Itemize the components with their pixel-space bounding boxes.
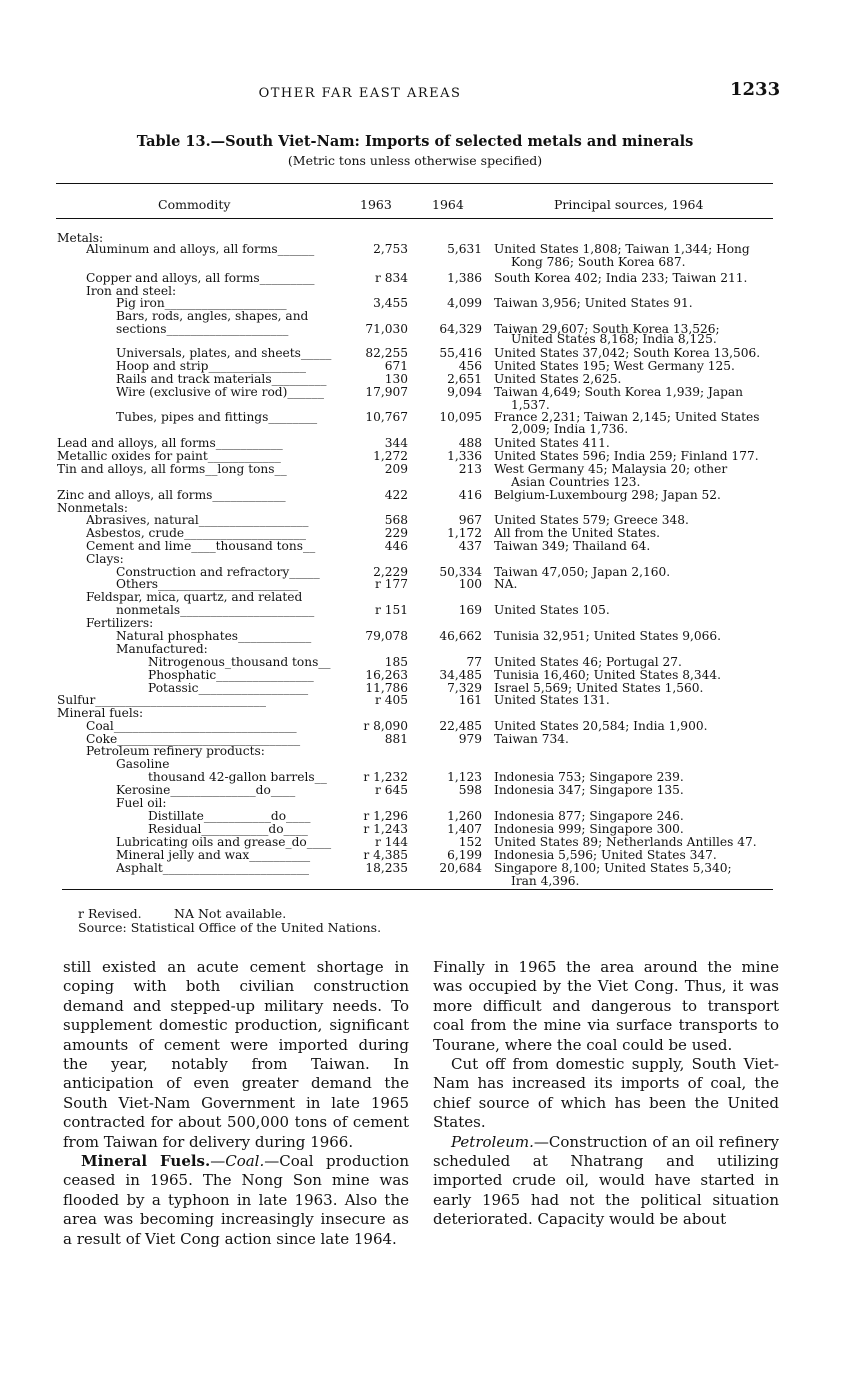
table-row	[0, 272, 857, 285]
coal-paragraph-text: —Coal production ceased in 1965. The Nong Son mine was flooded by a typhoon in late 1963. Also the area was becoming increasingly insecure as a result of Viet Cong action since late 1964.	[63, 1152, 409, 1248]
table-row	[0, 630, 857, 643]
sources-cell: United States 8,168; India 8,125.	[511, 333, 717, 346]
table-row	[0, 540, 857, 553]
value-1964-cell: 50,334	[439, 566, 482, 579]
table-row	[0, 450, 857, 463]
value-1964-cell: 1,407	[447, 823, 482, 836]
value-1964-cell: 6,199	[447, 849, 482, 862]
table-row	[0, 656, 857, 669]
value-1964-cell: 967	[458, 514, 482, 527]
commodity-cell: Copper and alloys, all forms_________	[86, 272, 315, 285]
sources-cell: Tunisia 16,460; United States 8,344.	[494, 669, 721, 682]
table-row	[0, 360, 857, 373]
table-row	[0, 514, 857, 527]
table-row	[0, 797, 857, 810]
body-column-right	[433, 958, 779, 1230]
table-row	[0, 823, 857, 836]
commodity-cell: Iron and steel:	[86, 285, 177, 298]
commodity-cell: Metals:	[57, 232, 104, 245]
sources-cell: United States 596; India 259; Finland 177.	[494, 450, 759, 463]
value-1963-cell: r 8,090	[363, 720, 408, 733]
commodity-cell: nonmetals______________________	[116, 604, 315, 617]
sources-cell: Taiwan 47,050; Japan 2,160.	[494, 566, 671, 579]
column-header-1964: 1964	[432, 197, 464, 212]
value-1964-cell: 598	[458, 784, 482, 797]
value-1963-cell: 18,235	[365, 862, 408, 875]
value-1964-cell: 100	[458, 578, 482, 591]
commodity-cell: Fertilizers:	[86, 617, 154, 630]
value-1963-cell: r 1,232	[363, 771, 408, 784]
value-1964-cell: 416	[458, 489, 482, 502]
commodity-cell: Lubricating oils and grease_do____	[116, 836, 332, 849]
table-subtitle: (Metric tons unless otherwise specified)	[287, 153, 543, 168]
sources-cell: Israel 5,569; United States 1,560.	[494, 682, 704, 695]
sources-cell: Taiwan 4,649; South Korea 1,939; Japan	[494, 386, 744, 399]
commodity-cell: Nonmetals:	[57, 502, 129, 515]
sources-cell: United States 46; Portugal 27.	[494, 656, 682, 669]
table-row	[0, 617, 857, 630]
value-1964-cell: 161	[458, 694, 482, 707]
table-row	[0, 423, 857, 436]
sources-cell: France 2,231; Taiwan 2,145; United States	[494, 411, 760, 424]
sources-cell: Indonesia 347; Singapore 135.	[494, 784, 684, 797]
table-row	[0, 553, 857, 566]
value-1964-cell: 213	[458, 463, 482, 476]
commodity-cell: Rails and track materials_________	[116, 373, 327, 386]
table-row	[0, 643, 857, 656]
table-row	[0, 243, 857, 256]
value-1963-cell: r 405	[375, 694, 408, 707]
commodity-cell: Aluminum and alloys, all forms______	[86, 243, 315, 256]
commodity-cell: Tubes, pipes and fittings________	[116, 411, 318, 424]
table-row	[0, 463, 857, 476]
value-1963-cell: 881	[384, 733, 408, 746]
value-1964-cell: 1,123	[447, 771, 482, 784]
body-column-left	[63, 958, 409, 1249]
commodity-cell: Asbestos, crude____________________	[86, 527, 306, 540]
value-1963-cell: 446	[384, 540, 408, 553]
value-1963-cell: r 151	[375, 604, 408, 617]
value-1964-cell: 1,172	[447, 527, 482, 540]
sources-cell: South Korea 402; India 233; Taiwan 211.	[494, 272, 748, 285]
commodity-cell: Gasoline	[116, 758, 170, 771]
value-1964-cell: 46,662	[439, 630, 482, 643]
value-1964-cell: 456	[458, 360, 482, 373]
body-paragraph: Finally in 1965 the area around the mine was occupied by the Viet Cong. Thus, it was more difficult and dangerous to transport coal from the mine via surface transports to Tourane, where the coal could be used.	[433, 958, 779, 1054]
table-row	[0, 862, 857, 875]
table-row	[0, 745, 857, 758]
sources-cell: United States 579; Greece 348.	[494, 514, 689, 527]
table-row	[0, 386, 857, 399]
value-1964-cell: 64,329	[439, 323, 482, 336]
value-1963-cell: 10,767	[365, 411, 408, 424]
sources-cell: Iran 4,396.	[511, 875, 580, 888]
table-row	[0, 720, 857, 733]
sources-cell: Belgium-Luxembourg 298; Japan 52.	[494, 489, 721, 502]
table-row	[0, 333, 857, 346]
table-source: Source: Statistical Office of the United Nations.	[78, 920, 382, 935]
value-1963-cell: r 834	[375, 272, 408, 285]
sources-cell: West Germany 45; Malaysia 20; other	[494, 463, 728, 476]
commodity-cell: Metallic oxides for paint____________	[57, 450, 281, 463]
commodity-cell: Feldspar, mica, quartz, and related	[86, 591, 303, 604]
sources-cell: United States 20,584; India 1,900.	[494, 720, 708, 733]
table-row	[0, 476, 857, 489]
value-1963-cell: 209	[384, 463, 408, 476]
commodity-cell: Coke______________________________	[86, 733, 301, 746]
footnote-revised: r Revised.	[78, 906, 142, 921]
commodity-cell: Sulfur____________________________	[57, 694, 266, 707]
table-row	[0, 256, 857, 269]
sources-cell: United States 195; West Germany 125.	[494, 360, 735, 373]
sources-cell: United States 1,808; Taiwan 1,344; Hong	[494, 243, 750, 256]
value-1963-cell: 344	[384, 437, 408, 450]
commodity-cell: Hoop and strip________________	[116, 360, 306, 373]
value-1964-cell: 10,095	[439, 411, 482, 424]
value-1964-cell: 488	[458, 437, 482, 450]
table-row	[0, 310, 857, 323]
value-1963-cell: r 144	[375, 836, 408, 849]
table-row	[0, 707, 857, 720]
table-title: Table 13.—South Viet-Nam: Imports of selected metals and minerals	[136, 133, 694, 150]
commodity-cell: thousand 42-gallon barrels__	[148, 771, 327, 784]
commodity-cell: Others_______________________	[116, 578, 299, 591]
subheading-coal: Coal.	[225, 1152, 265, 1171]
commodity-cell: Lead and alloys, all forms___________	[57, 437, 283, 450]
table-row	[0, 437, 857, 450]
table-row	[0, 591, 857, 604]
value-1963-cell: 71,030	[365, 323, 408, 336]
value-1963-cell: 229	[384, 527, 408, 540]
value-1963-cell: 130	[384, 373, 408, 386]
value-1964-cell: 1,336	[447, 450, 482, 463]
value-1964-cell: 2,651	[447, 373, 482, 386]
value-1963-cell: r 645	[375, 784, 408, 797]
body-paragraph: still existed an acute cement shortage in coping with both civilian construction demand and stepped-up military needs. To supplement domestic production, significant amounts of cement were imported during the year, notably from Taiwan. In anticipation of even greater demand the South Viet-Nam Government in late 1965 contracted for about 500,000 tons of cement from Taiwan for delivery during 1966.	[63, 958, 409, 1151]
value-1963-cell: 2,229	[373, 566, 408, 579]
sources-cell: All from the United States.	[494, 527, 660, 540]
section-heading-mineral-fuels: Mineral Fuels.	[81, 1152, 211, 1171]
footnote-na: NA Not available.	[174, 906, 287, 921]
value-1963-cell: 568	[384, 514, 408, 527]
commodity-cell: Residual___________do____	[148, 823, 308, 836]
table-row	[0, 784, 857, 797]
commodity-cell: Phosphatic________________	[148, 669, 314, 682]
subheading-petroleum: Petroleum.	[451, 1132, 534, 1151]
commodity-cell: Manufactured:	[116, 643, 208, 656]
commodity-cell: Kerosine______________do____	[116, 784, 296, 797]
value-1964-cell: 22,485	[439, 720, 482, 733]
value-1963-cell: r 1,296	[363, 810, 408, 823]
heading-dash: —	[210, 1152, 226, 1171]
column-header-commodity: Commodity	[158, 197, 231, 212]
sources-cell: Tunisia 32,951; United States 9,066.	[494, 630, 721, 643]
sources-cell: Asian Countries 123.	[511, 476, 641, 489]
sources-cell: United States 2,625.	[494, 373, 622, 386]
table-row	[0, 758, 857, 771]
commodity-cell: Nitrogenous_thousand tons__	[148, 656, 331, 669]
sources-cell: Taiwan 734.	[494, 733, 569, 746]
value-1964-cell: 34,485	[439, 669, 482, 682]
commodity-cell: Tin and alloys, all forms__long tons__	[57, 463, 287, 476]
value-1964-cell: 7,329	[447, 682, 482, 695]
table-row	[0, 373, 857, 386]
sources-cell: United States 105.	[494, 604, 610, 617]
commodity-cell: Bars, rods, angles, shapes, and	[116, 310, 309, 323]
table-row	[0, 489, 857, 502]
column-header-1963: 1963	[360, 197, 392, 212]
value-1963-cell: 671	[384, 360, 408, 373]
commodity-cell: Clays:	[86, 553, 124, 566]
table-row	[0, 694, 857, 707]
sources-cell: Kong 786; South Korea 687.	[511, 256, 686, 269]
running-header: OTHER FAR EAST AREAS	[258, 86, 462, 101]
commodity-cell: Abrasives, natural__________________	[86, 514, 309, 527]
value-1964-cell: 1,386	[447, 272, 482, 285]
value-1964-cell: 169	[458, 604, 482, 617]
commodity-cell: Asphalt________________________	[116, 862, 310, 875]
petroleum-paragraph-text: —Construction of an oil refinery scheduled at Nhatrang and utilizing imported crude oil, would have started in early 1965 had not the political situation deteriorated. Capacity would be about	[433, 1132, 779, 1229]
table-row	[0, 527, 857, 540]
commodity-cell: Cement and lime____thousand tons__	[86, 540, 316, 553]
value-1964-cell: 437	[458, 540, 482, 553]
sources-cell: Singapore 8,100; United States 5,340;	[494, 862, 732, 875]
sources-cell: Indonesia 877; Singapore 246.	[494, 810, 684, 823]
table-row	[0, 836, 857, 849]
commodity-cell: Pig iron____________________	[116, 297, 287, 310]
value-1964-cell: 4,099	[447, 297, 482, 310]
commodity-cell: sections____________________	[116, 323, 289, 336]
value-1963-cell: r 1,243	[363, 823, 408, 836]
table-top-rule	[56, 183, 773, 184]
sources-cell: United States 37,042; South Korea 13,506.	[494, 347, 761, 360]
value-1964-cell: 5,631	[447, 243, 482, 256]
value-1963-cell: 185	[384, 656, 408, 669]
value-1964-cell: 55,416	[439, 347, 482, 360]
sources-cell: Taiwan 29,607; South Korea 13,526;	[494, 323, 720, 336]
value-1964-cell: 979	[458, 733, 482, 746]
commodity-cell: Distillate___________do____	[148, 810, 311, 823]
commodity-cell: Petroleum refinery products:	[86, 745, 265, 758]
body-paragraph-petroleum	[433, 1133, 779, 1230]
commodity-cell: Natural phosphates____________	[116, 630, 312, 643]
table-row	[0, 669, 857, 682]
body-paragraph: Cut off from domestic supply, South Viet-Nam has increased its imports of coal, the chief source of which has been the United States.	[433, 1055, 779, 1132]
value-1963-cell: 2,753	[373, 243, 408, 256]
table-row	[0, 297, 857, 310]
sources-cell: Indonesia 999; Singapore 300.	[494, 823, 684, 836]
commodity-cell: Coal______________________________	[86, 720, 297, 733]
table-header-rule	[56, 218, 773, 219]
value-1963-cell: 82,255	[365, 347, 408, 360]
commodity-cell: Universals, plates, and sheets_____	[116, 347, 332, 360]
sources-cell: Taiwan 3,956; United States 91.	[494, 297, 693, 310]
sources-cell: 2,009; India 1,736.	[511, 423, 629, 436]
sources-cell: Indonesia 753; Singapore 239.	[494, 771, 684, 784]
table-bottom-rule	[62, 889, 773, 890]
table-row	[0, 604, 857, 617]
value-1963-cell: 11,786	[365, 682, 408, 695]
sources-cell: United States 411.	[494, 437, 610, 450]
commodity-cell: Mineral jelly and wax__________	[116, 849, 311, 862]
sources-cell: United States 89; Netherlands Antilles 47.	[494, 836, 757, 849]
table-row	[0, 347, 857, 360]
sources-cell: NA.	[494, 578, 518, 591]
commodity-cell: Zinc and alloys, all forms____________	[57, 489, 286, 502]
value-1963-cell: 79,078	[365, 630, 408, 643]
body-paragraph-mineral-fuels	[63, 1152, 409, 1249]
sources-cell: Taiwan 349; Thailand 64.	[494, 540, 651, 553]
table-row	[0, 810, 857, 823]
sources-cell: 1,537.	[511, 399, 550, 412]
value-1963-cell: 3,455	[373, 297, 408, 310]
value-1963-cell: 422	[384, 489, 408, 502]
table-row	[0, 771, 857, 784]
value-1963-cell: 16,263	[365, 669, 408, 682]
commodity-cell: Potassic__________________	[148, 682, 309, 695]
page-number: 1233	[730, 79, 781, 100]
sources-cell: United States 131.	[494, 694, 610, 707]
table-row	[0, 578, 857, 591]
value-1963-cell: 1,272	[373, 450, 408, 463]
value-1963-cell: 17,907	[365, 386, 408, 399]
value-1964-cell: 9,094	[447, 386, 482, 399]
commodity-cell: Construction and refractory_____	[116, 566, 320, 579]
value-1964-cell: 77	[466, 656, 482, 669]
table-row	[0, 875, 857, 888]
value-1963-cell: r 4,385	[363, 849, 408, 862]
commodity-cell: Mineral fuels:	[57, 707, 144, 720]
value-1964-cell: 152	[458, 836, 482, 849]
commodity-cell: Fuel oil:	[116, 797, 167, 810]
value-1963-cell: r 177	[375, 578, 408, 591]
commodity-cell: Wire (exclusive of wire rod)______	[116, 386, 324, 399]
sources-cell: Indonesia 5,596; United States 347.	[494, 849, 717, 862]
column-header-sources: Principal sources, 1964	[554, 197, 704, 212]
table-row	[0, 849, 857, 862]
value-1964-cell: 20,684	[439, 862, 482, 875]
value-1964-cell: 1,260	[447, 810, 482, 823]
